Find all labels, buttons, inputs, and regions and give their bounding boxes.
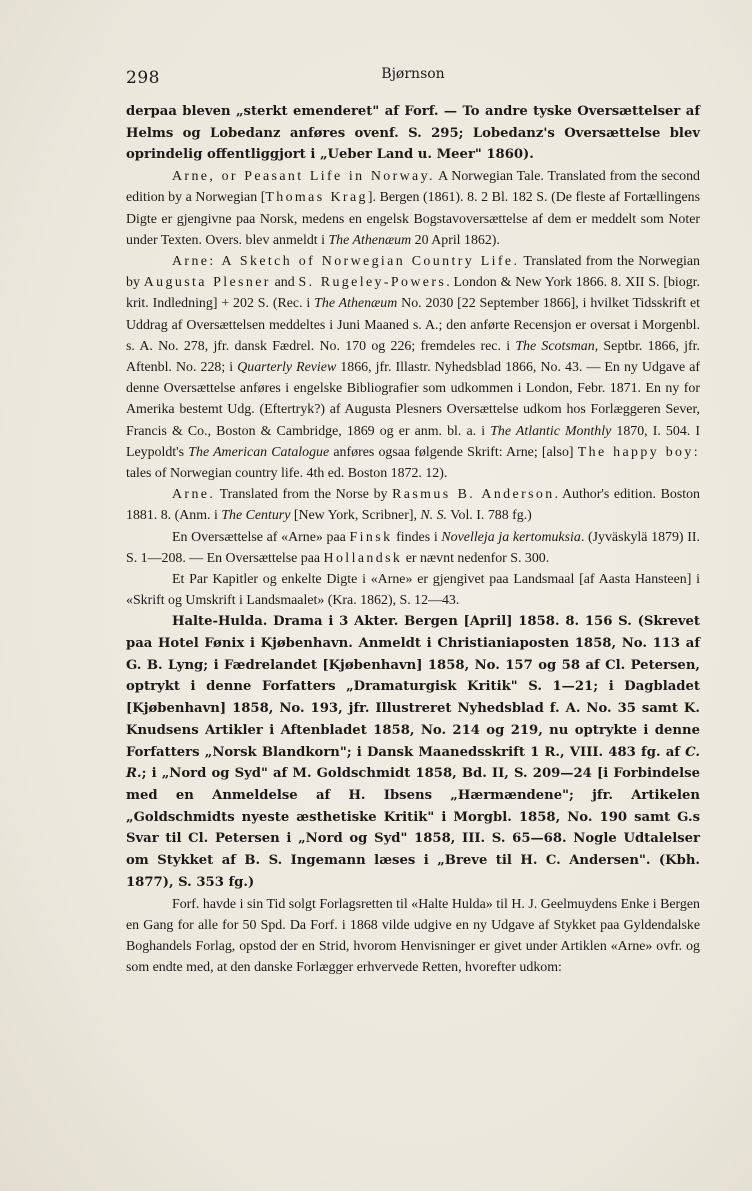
text-run: derpaa bleven „sterkt emenderet" af Forf. — To andre tyske Oversættelser af Helms og Lobedanz anføres ovenf. S. 295; Lobedanz's Oversættelse blev oprindelig offentliggjort i „Ueber Land u. Meer" 1860). (126, 104, 700, 163)
text-run: [New York, Scribner], (290, 508, 421, 524)
text-run: Translated from the Norwegian by (126, 253, 700, 291)
text-run: Forf. havde i sin Tid solgt Forlagsretten til «Halte Hulda» til H. J. Geelmuydens Enke i Bergen en Gang for alle for 50 Spd. Da Forf. i 1868 vilde udgive en ny Udgave af Stykket paa Gyldendalske Boghandels Forlag, opstod der en Strid, hvorom Henvisninger er givet under Artiklen «Arne» ovfr. og som endte med, at den danske Forlægger erhvervede Retten, hvorefter udkom: (126, 896, 700, 976)
text-run: er nævnt nedenfor S. 300. (402, 550, 550, 566)
paragraph-halte-hulda (126, 611, 700, 893)
italic-title: N. S. (420, 508, 448, 524)
text-run: and (270, 275, 299, 291)
paragraph-arne-peasant-life (126, 166, 700, 251)
text-run: . Author's edition. Boston 1881. 8. (Anm. i (126, 487, 700, 524)
italic-title: The American Catalogue (188, 444, 330, 460)
spaced-title: Thomas Krag (265, 190, 368, 206)
page-number: 298 (126, 68, 160, 88)
paragraph-finnish-translation (126, 527, 700, 569)
spaced-title: Arne, or Peasant Life in Norway. (172, 169, 435, 185)
italic-title: The Athenæum (314, 296, 398, 312)
text-run: . (Jyväskylä 1879) II. S. 1—208. — En Oversættelse paa (126, 529, 700, 566)
text-run: 1866, jfr. Illastr. Nyhedsblad 1866, No. 43. — En ny Udgave af denne Oversættelse anføres i engelske Bibliografier som udkommen i London, Febr. 1871. En ny for Amerika bestemt Udg. (Eftertryk?) af Augusta Plesners Oversættelse udkom hos Forlæggeren Sever, Francis & Co., Boston & Cambridge, 1869 og er anm. bl. a. i (126, 359, 700, 439)
paragraph-forlagsret (126, 894, 700, 979)
spaced-title: The happy boy: (577, 444, 700, 460)
text-run: Bergen [April] 1858. 8. 156 S. (Skrevet paa Hotel Fønix i Kjøbenhavn. Anmeldt i Christianiaposten 1858, No. 113 af G. B. Lyng; i Fædrelandet [Kjøbenhavn] 1858, No. 157 og 58 af Cl. Petersen, optrykt i denne Forfatters „Dramaturgisk Kritik" S. 1—21; i Dagbladet [Kjøbenhavn] 1858, No. 193, jfr. Illustreret Nyhedsblad f. A. No. 35 samt K. Knudsens Artikler i Aftenbladet 1858, No. 214 og 219, nu optrykte i denne Forfatters „Norsk Blandkorn"; i Dansk Maanedsskrift 1 R., VIII. 483 fg. af (126, 614, 700, 760)
paragraph-continuation (126, 101, 700, 166)
text-run: ]. Bergen (1861). 8. 2 Bl. 182 S. (De fleste af Fortællingens Digte er gjengivne paa Norsk, medens en engelsk Bogstavoversættelse af dem er meddelt som Noter under Texten. Overs. blev anmeldt i (126, 190, 700, 248)
italic-title: The Century (221, 508, 291, 524)
italic-title: Novelleja ja kertomuksia (441, 529, 581, 545)
text-run: anføres ogsaa følgende Skrift: Arne; [also] (329, 444, 578, 460)
text-run: 20 April 1862). (411, 232, 500, 248)
text-run: Vol. I. 788 fg.) (447, 508, 532, 524)
spaced-title: Hollandsk (323, 550, 403, 566)
italic-title: The Athenæum (328, 232, 412, 248)
paragraph-arne-sketch (126, 251, 700, 484)
italic-title: C. R. (126, 744, 700, 782)
italic-title: The Atlantic Monthly (490, 423, 612, 439)
spaced-title: S. Rugeley-Powers (298, 275, 447, 291)
text-run: tales of Norwegian country life. 4th ed. Boston 1872. 12). (126, 465, 448, 481)
text-run: En Oversættelse af «Arne» paa (172, 529, 350, 545)
spaced-title: Augusta Plesner (143, 275, 271, 291)
paragraph-landsmaal (126, 569, 700, 611)
text-run: A Norwegian Tale. Translated from the second edition by a Norwegian [ (126, 169, 700, 206)
bold-title: Halte-Hulda. Drama i 3 Akter. (172, 614, 399, 630)
text-run: ; i „Nord og Syd" af M. Goldschmidt 1858, Bd. II, S. 209—24 [i Forbindelse med en Anmeldelse af H. Ibsens „Hærmændene"; jfr. Artikelen „Goldschmidts nyeste æsthetiske Kritik" i Morgbl. 1858, No. 190 samt G.s Svar til Cl. Petersen i „Nord og Syd" 1858, III. S. 65—68. Nogle Udtalelser om Stykket af B. S. Ingemann læses i „Breve til H. C. Andersen". (Kbh. 1877), S. 353 fg.) (126, 766, 700, 890)
text-run: No. 2030 [22 September 1866], i hvilket Tidsskrift et Uddrag af Oversættelsen meddeltes i Juni Maaned s. A.; den anførte Recensjon er oversat i Morgenbl. s. A. No. 278, jfr. dansk Fædrel. No. 170 og 226; fremdeles rec. i (126, 296, 700, 354)
text-run: . London & New York 1866. 8. XII S. [biogr. krit. Indledning] + 202 S. (Rec. i (126, 275, 700, 312)
text-run: Translated from the Norse by (215, 487, 393, 503)
running-head: Bjørnson (381, 66, 445, 82)
text-run: Et Par Kapitler og enkelte Digte i «Arne» er gjengivet paa Landsmaal [af Aasta Hansteen] i «Skrift og Umskrift i Landsmaalet» (Kra. 1862), S. 12—43. (126, 571, 700, 609)
italic-title: The Scotsman (515, 338, 595, 354)
spaced-title: Rasmus B. Anderson (392, 487, 555, 503)
page-header (126, 66, 700, 96)
italic-title: Quarterly Review (237, 359, 337, 375)
text-run: 1870, I. 504. I Leypoldt's (126, 423, 700, 460)
spaced-title: Arne. (172, 487, 216, 503)
paragraph-arne-anderson (126, 484, 700, 526)
text-run: , Septbr. 1866, jfr. Aftenbl. No. 228; i (126, 338, 701, 375)
spaced-title: Finsk (349, 529, 393, 545)
page-body (126, 101, 700, 978)
text-run: findes i (392, 529, 442, 545)
spaced-title: Arne: A Sketch of Norwegian Country Life. (172, 253, 520, 269)
